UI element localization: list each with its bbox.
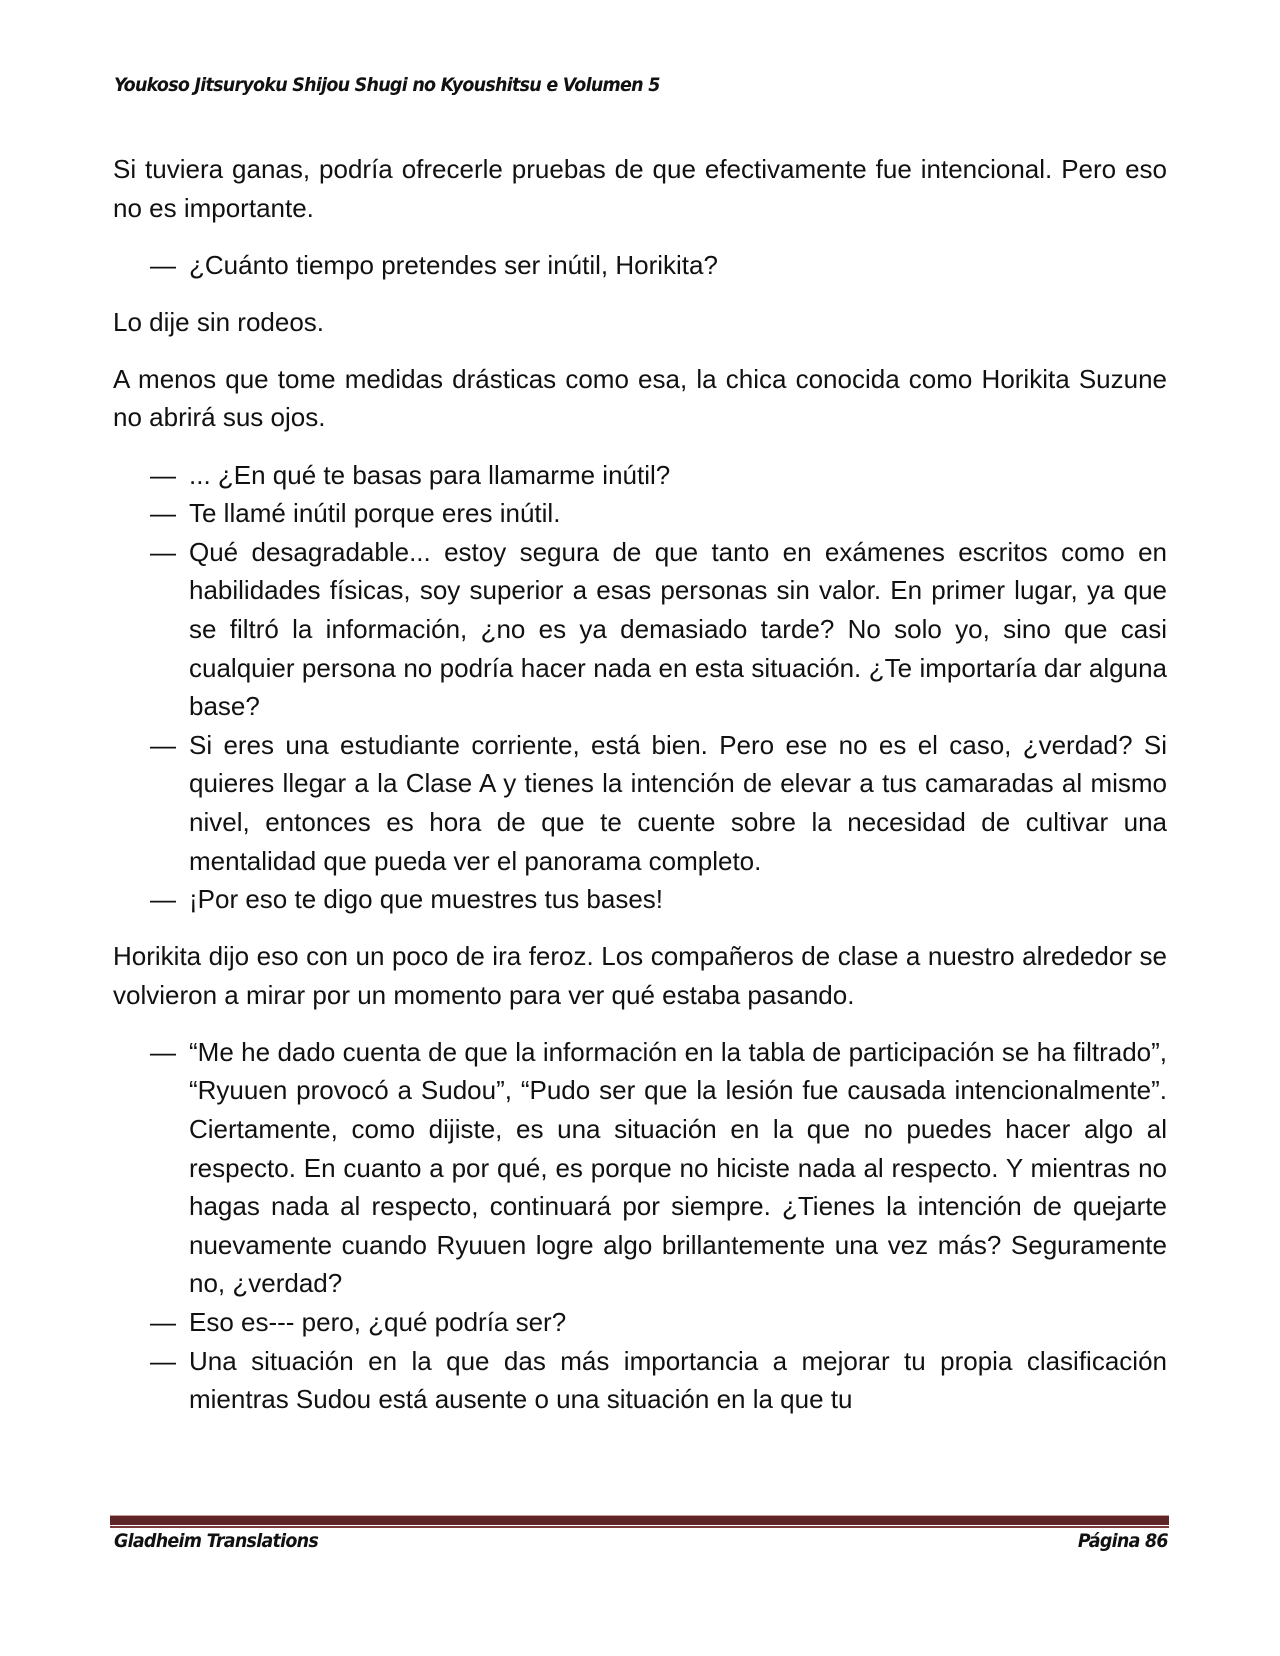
paragraph: A menos que tome medidas drásticas como esa, la chica conocida como Horikita Suzune no abrirá sus ojos. xyxy=(113,363,1167,433)
footer-publisher: Gladheim Translations xyxy=(114,1530,319,1552)
em-dash: — xyxy=(150,536,176,567)
footer-divider-thin xyxy=(110,1526,1169,1528)
dialogue-line xyxy=(113,1033,1167,1303)
em-dash: — xyxy=(150,1036,176,1067)
dialogue-text: ¿Cuánto tiempo pretendes ser inútil, Horikita? xyxy=(189,249,718,280)
page-header-title: Youkoso Jitsuryoku Shijou Shugi no Kyoushitsu e Volumen 5 xyxy=(114,74,660,96)
em-dash: — xyxy=(150,459,176,490)
footer-divider xyxy=(110,1515,1169,1525)
dialogue-text: ¡Por eso te digo que muestres tus bases! xyxy=(189,884,664,915)
dialogue-line xyxy=(113,494,1167,533)
paragraph: Si tuviera ganas, podría ofrecerle pruebas de que efectivamente fue intencional. Pero eso no es importante. xyxy=(113,154,1167,223)
dialogue-line xyxy=(113,1303,1167,1342)
dialogue-line xyxy=(113,533,1167,726)
page-number: Página 86 xyxy=(1077,1530,1168,1552)
dialogue-text: Eso es--- pero, ¿qué podría ser? xyxy=(189,1307,567,1338)
em-dash: — xyxy=(150,249,176,280)
dialogue-line xyxy=(113,246,1167,285)
em-dash: — xyxy=(150,1345,176,1376)
dialogue-text: Una situación en la que das más importancia a mejorar tu propia clasificación mientras Sudou está ausente o una situación en la que tu xyxy=(189,1345,1167,1415)
dialogue-group xyxy=(113,456,1167,919)
em-dash: — xyxy=(150,1307,176,1338)
dialogue-group xyxy=(113,246,1167,285)
dialogue-text: Si eres una estudiante corriente, está bien. Pero ese no es el caso, ¿verdad? Si quieres llegar a la Clase A y tienes la intención de elevar a tus camaradas al mismo nivel, entonces es hora de que te cuente sobre la necesidad de cultivar una mentalidad que pueda ver el panorama completo. xyxy=(189,729,1167,876)
dialogue-text: Qué desagradable... estoy segura de que tanto en exámenes escritos como en habilidades físicas, soy superior a esas personas sin valor. En primer lugar, ya que se filtró la información, ¿no es ya demasiado tarde? No solo yo, sino que casi cualquier persona no podría hacer nada en esta situación. ¿Te importaría dar alguna base? xyxy=(189,536,1167,722)
em-dash: — xyxy=(150,729,176,760)
em-dash: — xyxy=(150,498,176,529)
paragraph: Horikita dijo eso con un poco de ira feroz. Los compañeros de clase a nuestro alrededor se volvieron a mirar por un momento para ver qué estaba pasando. xyxy=(113,941,1167,1010)
dialogue-line xyxy=(113,726,1167,880)
dialogue-text: ... ¿En qué te basas para llamarme inútil? xyxy=(189,459,671,490)
dialogue-line xyxy=(113,880,1167,919)
dialogue-text: “Me he dado cuenta de que la información en la tabla de participación se ha filtrado”, “Ryuuen provocó a Sudou”, “Pudo ser que la lesión fue causada intencionalmente”. Ciertamente, como dijiste, es una situación en la que no puedes hacer algo al respecto. En cuanto a por qué, es porque no hiciste nada al respecto. Y mientras no hagas nada al respecto, continuará por siempre. ¿Tienes la intención de quejarte nuevamente cuando Ryuuen logre algo brillantemente una vez más? Seguramente no, ¿verdad? xyxy=(189,1036,1167,1299)
dialogue-line xyxy=(113,456,1167,495)
dialogue-group xyxy=(113,1033,1167,1419)
em-dash: — xyxy=(150,884,176,915)
dialogue-text: Te llamé inútil porque eres inútil. xyxy=(189,498,561,529)
page-body xyxy=(113,150,1167,1437)
dialogue-line xyxy=(113,1342,1167,1419)
paragraph: Lo dije sin rodeos. xyxy=(113,306,325,337)
